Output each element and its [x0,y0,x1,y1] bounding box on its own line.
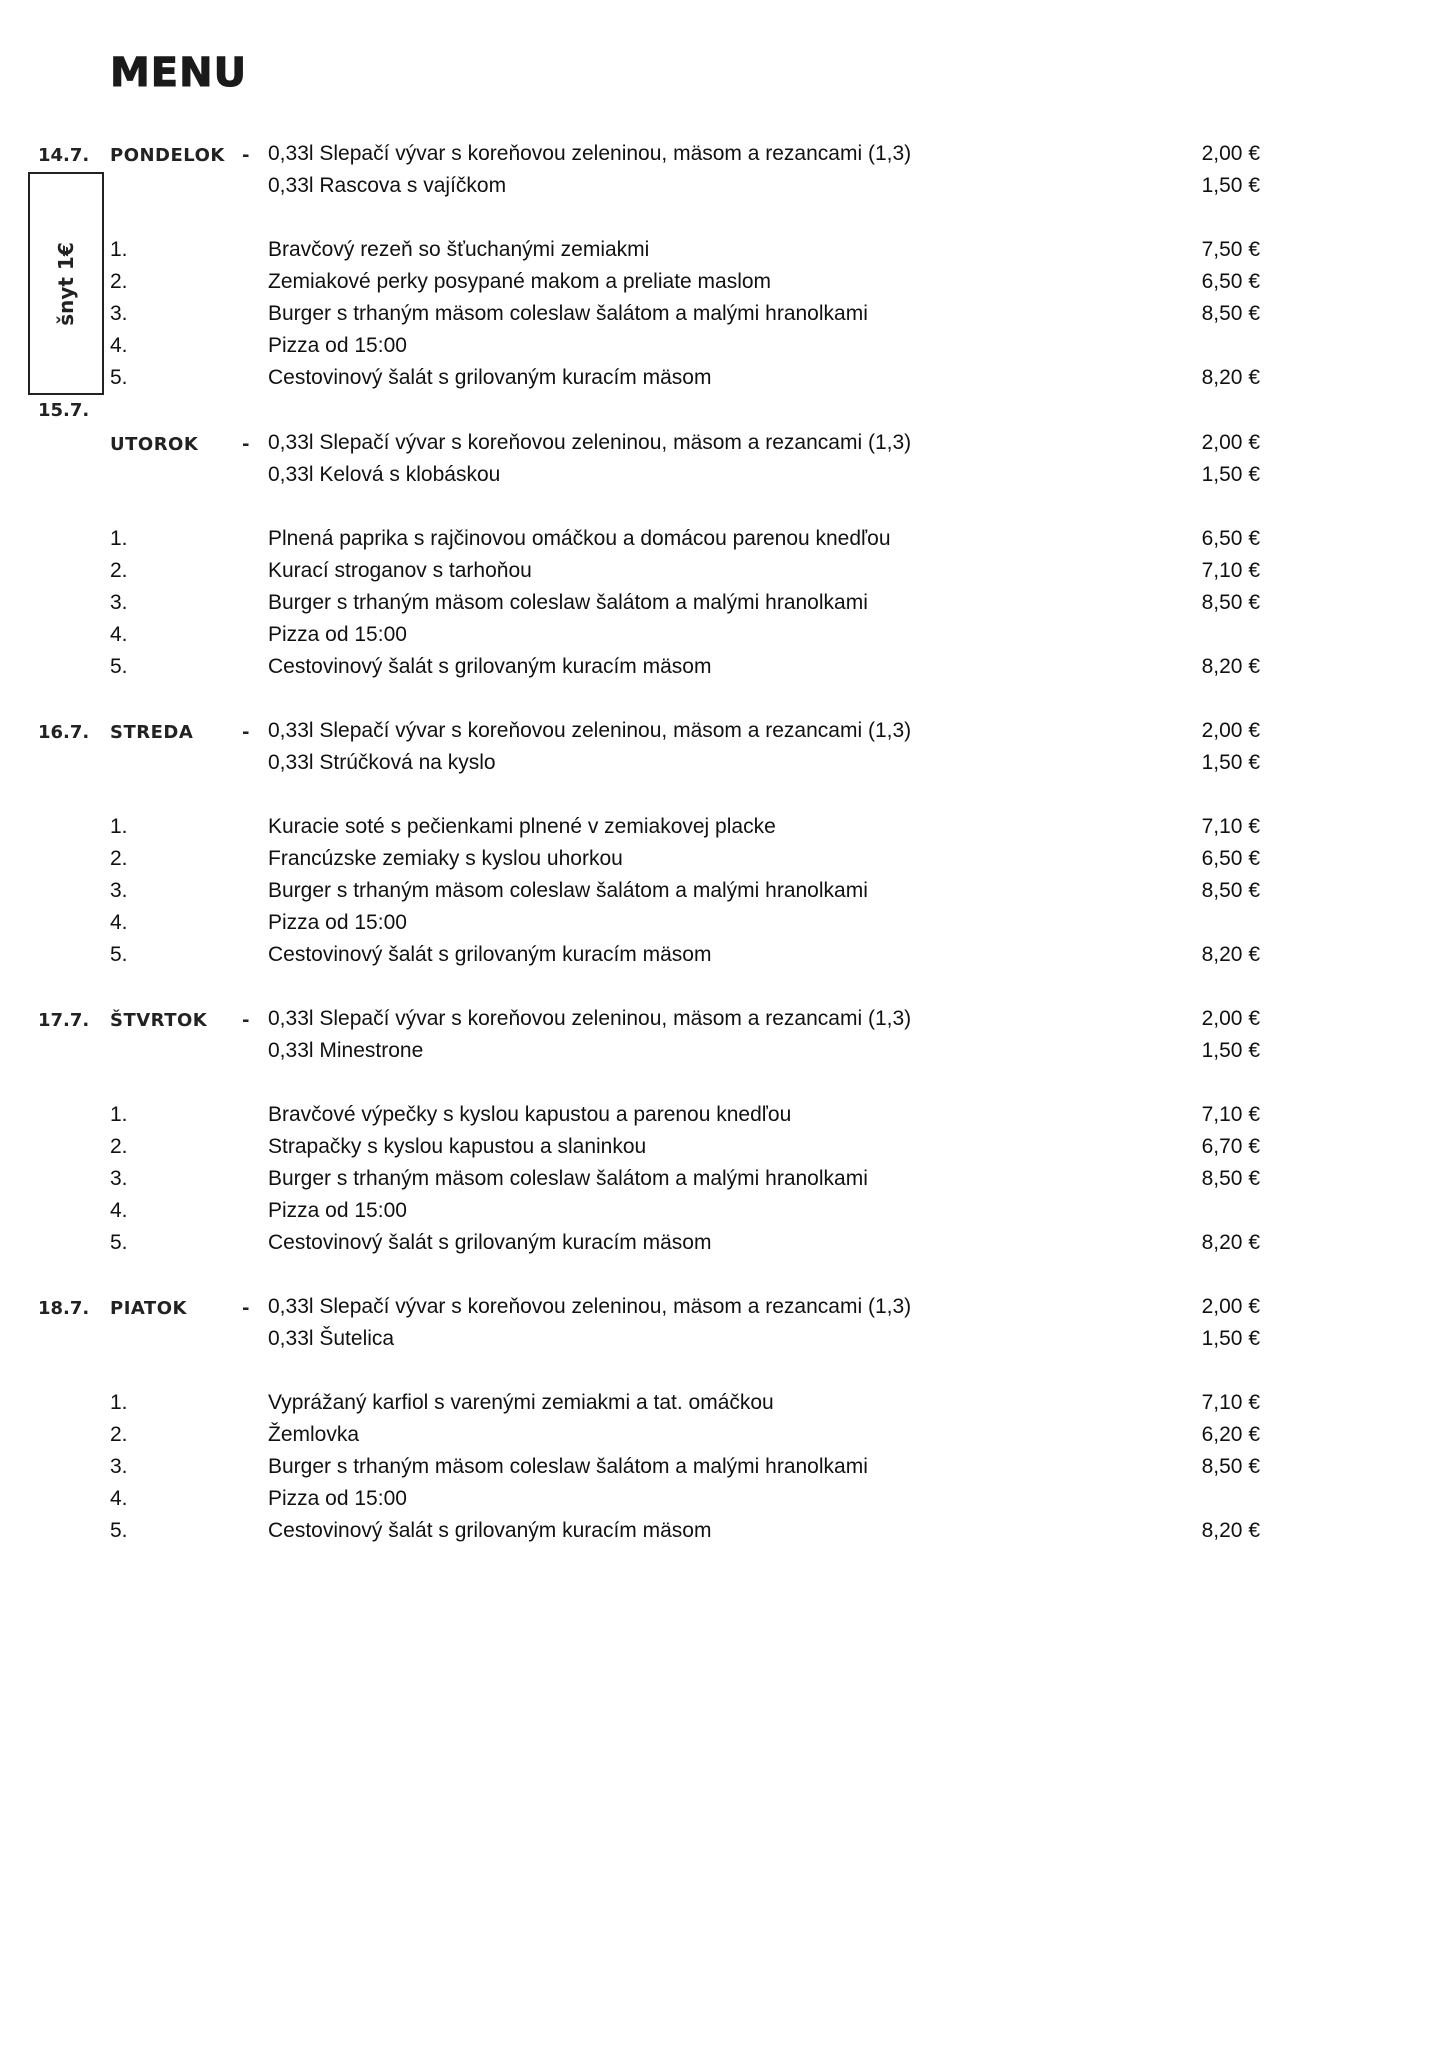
soup-price: 1,50 € [1201,174,1260,197]
main-price [1170,1486,1260,1512]
main-item: Burger s trhaným mäsom coleslaw šalátom a malými hranolkami [268,302,868,325]
main-price: 6,70 € [1201,1135,1260,1158]
day-date: 18.7. [38,1298,90,1319]
main-number: 2. [110,1135,128,1158]
main-price: 8,50 € [1201,1455,1260,1478]
main-item: Francúzske zemiaky s kyslou uhorkou [268,847,623,870]
day-dash: - [242,1298,250,1319]
main-number: 2. [110,847,128,870]
main-number: 1. [110,1103,128,1126]
main-number: 5. [110,655,128,678]
main-item: Burger s trhaným mäsom coleslaw šalátom a malými hranolkami [268,1167,868,1190]
main-number: 2. [110,559,128,582]
day-name: PIATOK [110,1298,187,1319]
main-price [1170,1198,1260,1224]
main-number: 1. [110,527,128,550]
schnitzel-note-box [28,172,104,395]
main-number: 2. [110,270,128,293]
main-number: 1. [110,1391,128,1414]
main-number: 5. [110,943,128,966]
day-dash: - [242,434,250,455]
day-date: 16.7. [38,722,90,743]
main-number: 3. [110,879,128,902]
main-price: 7,10 € [1201,815,1260,838]
main-price [1170,910,1260,936]
main-price: 8,20 € [1201,655,1260,678]
main-item: Cestovinový šalát s grilovaným kuracím mäsom [268,943,712,966]
day-name: ŠTVRTOK [110,1010,208,1031]
soup-item: 0,33l Slepačí vývar s koreňovou zeleninou, mäsom a rezancami (1,3) [268,1295,912,1318]
main-item: Kurací stroganov s tarhoňou [268,559,532,582]
main-number: 1. [110,815,128,838]
main-price [1170,333,1260,359]
main-item: Strapačky s kyslou kapustou a slaninkou [268,1135,647,1158]
soup-price: 2,00 € [1201,431,1260,454]
day-date: 15.7. [38,400,90,421]
day-dash: - [242,145,250,166]
main-price: 6,50 € [1201,270,1260,293]
soup-price: 1,50 € [1201,463,1260,486]
main-item: Kuracie soté s pečienkami plnené v zemiakovej placke [268,815,776,838]
main-number: 4. [110,334,128,357]
soup-item: 0,33l Strúčková na kyslo [268,751,496,774]
soup-item: 0,33l Kelová s klobáskou [268,463,501,486]
soup-item: 0,33l Slepačí vývar s koreňovou zeleninou, mäsom a rezancami (1,3) [268,142,912,165]
main-price: 7,10 € [1201,1391,1260,1414]
soup-item: 0,33l Minestrone [268,1039,424,1062]
main-number: 4. [110,1199,128,1222]
main-price: 8,20 € [1201,366,1260,389]
main-item: Cestovinový šalát s grilovaným kuracím mäsom [268,1231,712,1254]
main-item: Pizza od 15:00 [268,334,407,357]
main-number: 4. [110,623,128,646]
main-number: 2. [110,1423,128,1446]
main-item: Pizza od 15:00 [268,1487,407,1510]
day-name: UTOROK [110,434,199,455]
main-price: 6,50 € [1201,527,1260,550]
soup-price: 1,50 € [1201,1327,1260,1350]
main-number: 3. [110,1167,128,1190]
main-price: 7,10 € [1201,559,1260,582]
day-dash: - [242,722,250,743]
main-item: Vyprážaný karfiol s varenými zemiakmi a tat. omáčkou [268,1391,774,1414]
soup-price: 2,00 € [1201,719,1260,742]
main-item: Cestovinový šalát s grilovaným kuracím mäsom [268,655,712,678]
soup-item: 0,33l Šutelica [268,1327,395,1350]
soup-item: 0,33l Rascova s vajíčkom [268,174,507,197]
main-item: Cestovinový šalát s grilovaným kuracím mäsom [268,1519,712,1542]
main-price: 7,10 € [1201,1103,1260,1126]
main-item: Burger s trhaným mäsom coleslaw šalátom a malými hranolkami [268,1455,868,1478]
main-price [1170,622,1260,648]
soup-item: 0,33l Slepačí vývar s koreňovou zeleninou, mäsom a rezancami (1,3) [268,719,912,742]
main-number: 5. [110,366,128,389]
menu-title: MENU [110,50,248,96]
main-number: 3. [110,591,128,614]
main-number: 3. [110,302,128,325]
soup-item: 0,33l Slepačí vývar s koreňovou zeleninou, mäsom a rezancami (1,3) [268,1007,912,1030]
main-price: 6,20 € [1201,1423,1260,1446]
main-item: Burger s trhaným mäsom coleslaw šalátom a malými hranolkami [268,591,868,614]
main-price: 8,20 € [1201,1519,1260,1542]
main-price: 6,50 € [1201,847,1260,870]
day-date: 14.7. [38,145,90,166]
soup-price: 2,00 € [1201,142,1260,165]
main-item: Pizza od 15:00 [268,911,407,934]
soup-item: 0,33l Slepačí vývar s koreňovou zeleninou, mäsom a rezancami (1,3) [268,431,912,454]
main-price: 8,50 € [1201,879,1260,902]
main-number: 5. [110,1519,128,1542]
day-dash: - [242,1010,250,1031]
main-item: Bravčový rezeň so šťuchanými zemiakmi [268,238,650,261]
main-number: 5. [110,1231,128,1254]
main-price: 8,50 € [1201,591,1260,614]
schnitzel-note-text: šnyt 1€ [54,241,78,326]
soup-price: 1,50 € [1201,1039,1260,1062]
main-item: Plnená paprika s rajčinovou omáčkou a domácou parenou knedľou [268,527,891,550]
main-price: 8,20 € [1201,1231,1260,1254]
day-name: PONDELOK [110,145,225,166]
main-number: 3. [110,1455,128,1478]
main-price: 8,20 € [1201,943,1260,966]
soup-price: 2,00 € [1201,1295,1260,1318]
soup-price: 2,00 € [1201,1007,1260,1030]
main-item: Pizza od 15:00 [268,1199,407,1222]
soup-price: 1,50 € [1201,751,1260,774]
main-item: Žemlovka [268,1423,360,1446]
main-item: Pizza od 15:00 [268,623,407,646]
day-date: 17.7. [38,1010,90,1031]
main-number: 4. [110,911,128,934]
main-item: Bravčové výpečky s kyslou kapustou a parenou knedľou [268,1103,792,1126]
day-name: STREDA [110,722,194,743]
main-item: Burger s trhaným mäsom coleslaw šalátom a malými hranolkami [268,879,868,902]
main-item: Zemiakové perky posypané makom a preliate maslom [268,270,772,293]
main-price: 8,50 € [1201,302,1260,325]
main-item: Cestovinový šalát s grilovaným kuracím mäsom [268,366,712,389]
main-number: 1. [110,238,128,261]
main-number: 4. [110,1487,128,1510]
main-price: 7,50 € [1201,238,1260,261]
main-price: 8,50 € [1201,1167,1260,1190]
